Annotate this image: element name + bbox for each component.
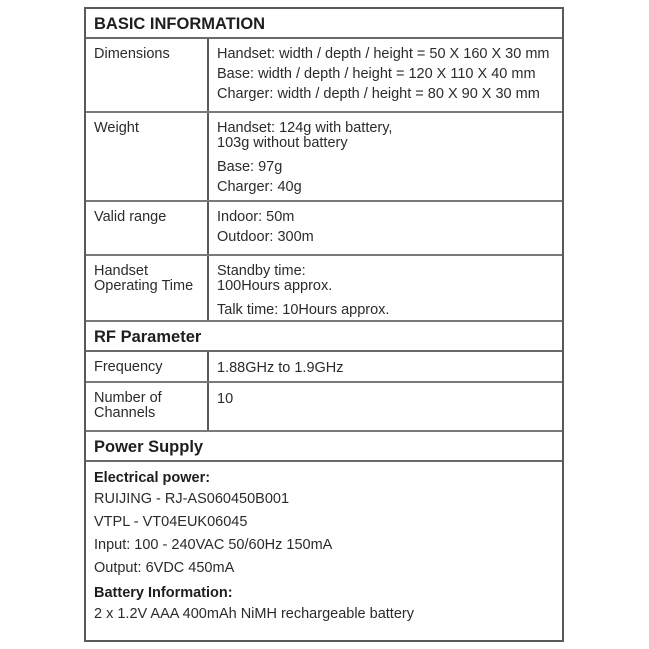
spec-table [84, 7, 564, 642]
electrical-line: VTPL - VT04EUK06045 [94, 514, 248, 530]
row-label: Valid range [86, 202, 209, 254]
row-value [209, 113, 562, 200]
value-line: Charger: 40g [217, 179, 302, 195]
value-line: Outdoor: 300m [217, 229, 314, 245]
electrical-power-heading: Electrical power: [94, 470, 211, 486]
row-label [86, 383, 209, 430]
section-header-basic-information: BASIC INFORMATION [86, 9, 562, 39]
battery-line: 2 x 1.2V AAA 400mAh NiMH rechargeable battery [94, 606, 414, 622]
electrical-line: RUIJING - RJ-AS060450B001 [94, 491, 290, 507]
row-label: Dimensions [86, 39, 209, 111]
value-line: Indoor: 50m [217, 209, 295, 225]
electrical-line: Input: 100 - 240VAC 50/60Hz 150mA [94, 537, 333, 553]
section-header-power-supply: Power Supply [86, 432, 562, 462]
row-value [209, 39, 562, 111]
row-value: 1.88GHz to 1.9GHz [217, 360, 344, 376]
value-line: Standby time: [217, 263, 306, 279]
table-row-valid-range [86, 202, 562, 256]
row-label [86, 256, 209, 320]
value-line: Handset: 124g with battery, [217, 120, 393, 136]
label-line: Operating Time [94, 278, 194, 294]
row-label: Frequency [86, 352, 209, 381]
table-row-dimensions [86, 39, 562, 113]
row-value [209, 202, 562, 254]
table-row-frequency [86, 352, 562, 383]
battery-information-heading: Battery Information: [94, 585, 233, 601]
label-line: Handset [94, 263, 149, 279]
label-line: Channels [94, 405, 156, 421]
table-row-weight [86, 113, 562, 202]
value-line: 103g without battery [217, 135, 348, 151]
row-value [209, 256, 562, 320]
value-line: Talk time: 10Hours approx. [217, 302, 390, 318]
value-line: Base: width / depth / height = 120 X 110 X 40 mm [217, 66, 536, 82]
section-header-rf-parameter: RF Parameter [86, 322, 562, 352]
value-line: Base: 97g [217, 159, 283, 175]
table-row-handset-operating-time [86, 256, 562, 322]
label-line: Number of [94, 390, 162, 406]
table-row-number-of-channels [86, 383, 562, 432]
value-line: Charger: width / depth / height = 80 X 90 X 30 mm [217, 86, 540, 102]
row-label: Weight [86, 113, 209, 200]
value-line: Handset: width / depth / height = 50 X 160 X 30 mm [217, 46, 550, 62]
row-value: 10 [217, 391, 234, 407]
value-line: 100Hours approx. [217, 278, 333, 294]
power-supply-body [86, 462, 562, 640]
electrical-line: Output: 6VDC 450mA [94, 560, 235, 576]
